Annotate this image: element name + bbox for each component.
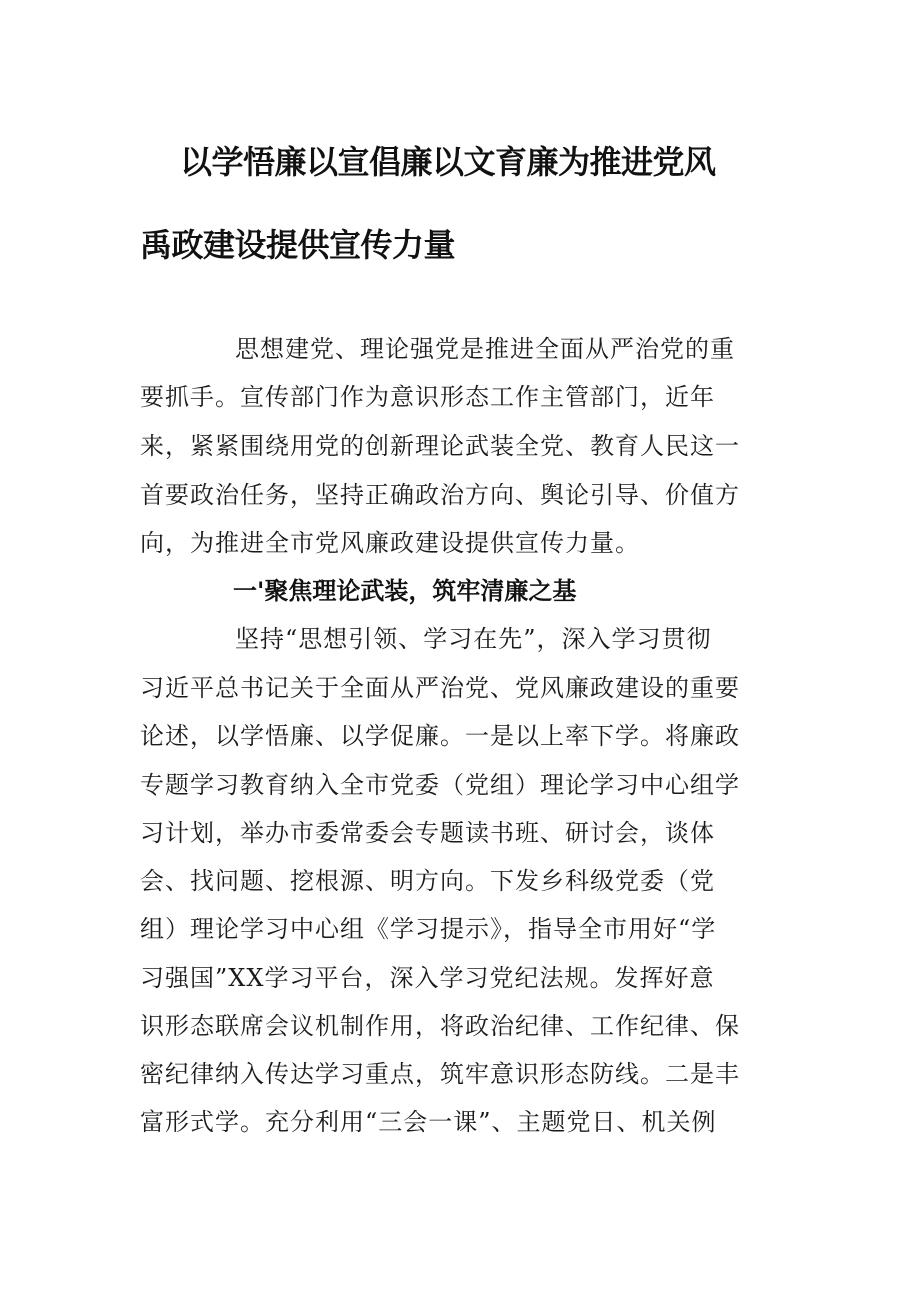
paragraph-2-line-3: 论述，以学悟廉、以学促廉。一是以上率下学。将廉政	[140, 722, 740, 750]
document-title-line-2: 禹政建设提供宣传力量	[140, 226, 456, 264]
paragraph-2-line-6: 会、找问题、挖根源、明方向。下发乡科级党委（党	[140, 867, 715, 895]
paragraph-1-line-5: 向，为推进全市党风廉政建设提供宣传力量。	[140, 529, 640, 557]
section-heading-1: 一'聚焦理论武装，筑牢清廉之基	[233, 577, 577, 605]
paragraph-2-line-8: 习强国”XX学习平台，深入学习党纪法规。发挥好意	[140, 964, 715, 992]
paragraph-2-line-9: 识形态联席会议机制作用，将政治纪律、工作纪律、保	[140, 1012, 740, 1040]
paragraph-2-line-4: 专题学习教育纳入全市党委（党组）理论学习中心组学	[140, 771, 740, 799]
paragraph-2-line-2: 习近平总书记关于全面从严治党、党风廉政建设的重要	[140, 674, 740, 702]
document-title-line-1: 以学悟廉以宣倡廉以文育廉为推进党风	[180, 143, 716, 181]
paragraph-1-line-3: 来，紧紧围绕用党的创新理论武装全党、教育人民这一	[140, 432, 740, 460]
paragraph-1-line-1: 思想建党、理论强党是推进全面从严治党的重	[235, 335, 735, 363]
paragraph-1-line-4: 首要政治任务，坚持正确政治方向、舆论引导、价值方	[140, 481, 740, 509]
paragraph-2-line-1: 坚持“思想引领、学习在先”，深入学习贯彻	[235, 625, 712, 653]
paragraph-2-line-10: 密纪律纳入传达学习重点，筑牢意识形态防线。二是丰	[140, 1060, 740, 1088]
paragraph-2-line-7: 组）理论学习中心组《学习提示》，指导全市用好“学	[140, 915, 717, 943]
paragraph-2-line-5: 习计划，举办市委常委会专题读书班、研讨会，谈体	[140, 819, 715, 847]
paragraph-2-line-11: 富形式学。充分利用“三会一课”、主题党日、机关例	[140, 1108, 717, 1136]
paragraph-1-line-2: 要抓手。宣传部门作为意识形态工作主管部门，近年	[140, 383, 715, 411]
